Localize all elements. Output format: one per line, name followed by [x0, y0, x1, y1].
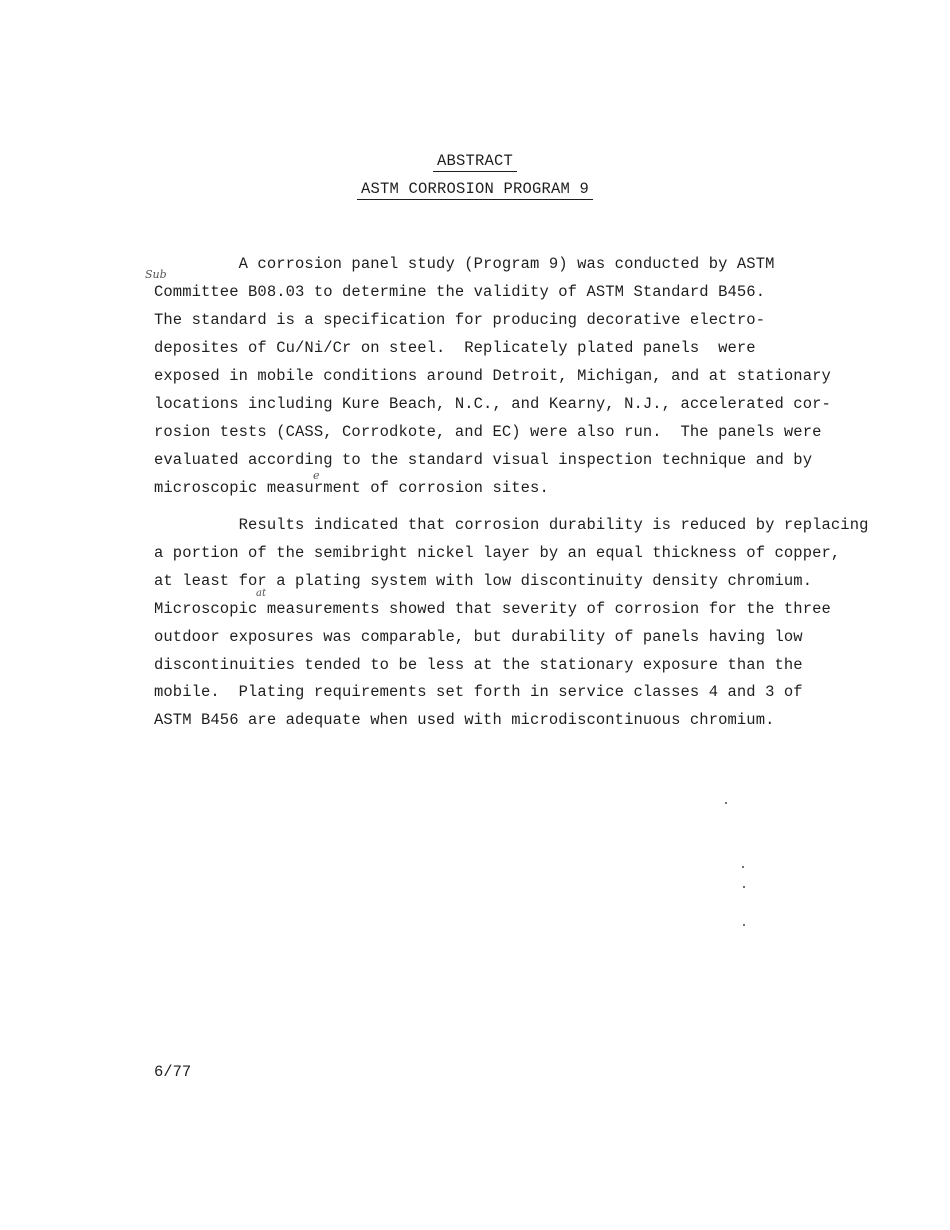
- stray-mark: [743, 886, 745, 888]
- paragraph-2-line: a portion of the semibright nickel layer by an equal thickness of copper,: [154, 544, 841, 562]
- paragraph-2-line: ASTM B456 are adequate when used with microdiscontinuous chromium.: [154, 711, 775, 729]
- stray-mark: [742, 866, 744, 868]
- paragraph-1-line: A corrosion panel study (Program 9) was conducted by ASTM: [154, 255, 775, 273]
- handwritten-e-annotation: e: [313, 469, 320, 482]
- stray-mark: [725, 802, 727, 804]
- paragraph-2-line: Microscopic measurements showed that severity of corrosion for the three: [154, 600, 831, 618]
- page-date: 6/77: [154, 1063, 192, 1081]
- paragraph-2-line: discontinuities tended to be less at the stationary exposure than the: [154, 656, 803, 674]
- stray-mark: [743, 924, 745, 926]
- paragraph-1-line: locations including Kure Beach, N.C., and Kearny, N.J., accelerated cor-: [154, 395, 831, 413]
- paragraph-1-line: exposed in mobile conditions around Detroit, Michigan, and at stationary: [154, 367, 831, 385]
- handwritten-sub-annotation: Sub: [145, 268, 167, 281]
- paragraph-1-line: microscopic measurment of corrosion sites.: [154, 479, 549, 497]
- program-title: ASTM CORROSION PROGRAM 9: [0, 180, 950, 198]
- paragraph-1-line: deposites of Cu/Ni/Cr on steel. Replicately plated panels were: [154, 339, 756, 357]
- paragraph-2-line: outdoor exposures was comparable, but durability of panels having low: [154, 628, 803, 646]
- paragraph-2-line: mobile. Plating requirements set forth in service classes 4 and 3 of: [154, 683, 803, 701]
- paragraph-2-line: Results indicated that corrosion durability is reduced by replacing: [154, 516, 869, 534]
- paragraph-1-line: rosion tests (CASS, Corrodkote, and EC) were also run. The panels were: [154, 423, 822, 441]
- handwritten-at-annotation: at: [256, 588, 266, 599]
- paragraph-1-line: Committee B08.03 to determine the validity of ASTM Standard B456.: [154, 283, 766, 301]
- paragraph-1-line: The standard is a specification for producing decorative electro-: [154, 311, 766, 329]
- paragraph-1-line: evaluated according to the standard visual inspection technique and by: [154, 451, 813, 469]
- paragraph-2-line: at least for a plating system with low discontinuity density chromium.: [154, 572, 813, 590]
- abstract-heading: ABSTRACT: [0, 152, 950, 170]
